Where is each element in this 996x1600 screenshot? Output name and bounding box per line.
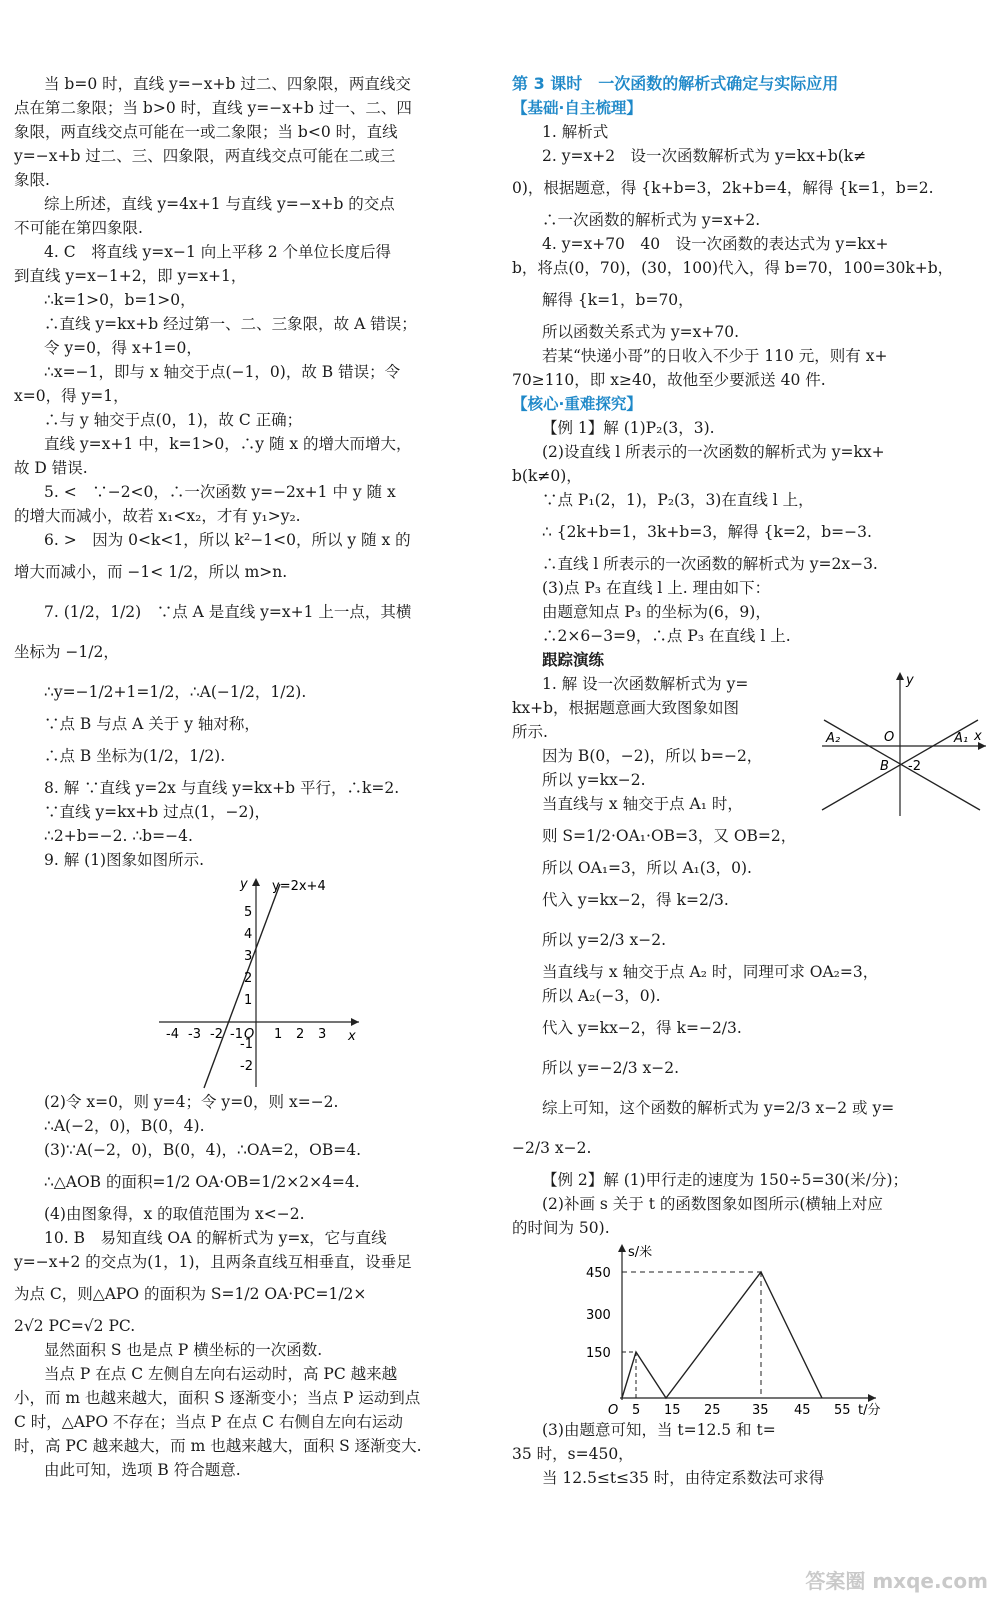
text-line: (2)令 x=0，则 y=4；令 y=0，则 x=−2. [44,1093,339,1111]
x-tick: 45 [794,1403,811,1418]
text-line: 70≥110，即 x≥40，故他至少要派送 40 件. [512,371,826,389]
text-line: (3)∵A(−2，0)，B(0，4)，∴OA=2，OB=4. [44,1141,362,1159]
text-line: (2)设直线 l 所表示的一次函数的解析式为 y=kx+ [542,443,885,461]
text-line: 综上可知，这个函数的解析式为 y=2/3 x−2 或 y= [542,1099,895,1117]
x-tick: -1 [230,1027,243,1042]
text-line: ∴与 y 轴交于点(0，1)，故 C 正确； [44,411,303,429]
x-tick: -3 [188,1027,201,1042]
text-line: 2. y=x+2 设一次函数解析式为 y=kx+b(k≠ [542,147,867,165]
axis-label-t: t/分 [858,1403,881,1418]
right-column [512,72,988,1490]
x-tick: 35 [752,1403,769,1418]
x-tick: -2 [210,1027,223,1042]
origin-label: O [244,1027,255,1042]
watermark: 答案圈 mxqe.com [805,1569,988,1593]
text-line: C 时，△APO 不存在；当点 P 在点 C 右侧自左向右运动 [14,1413,403,1431]
text-line: 不可能在第四象限. [14,219,143,237]
text-line: 5. < ∵−2<0，∴一次函数 y=−2x+1 中 y 随 x [44,483,396,501]
y-tick: 2 [244,971,253,986]
text-line: 增大而减小，而 −1< 1/2，所以 m>n. [14,563,288,581]
two-lines-sketch [818,670,988,820]
text-line: 6. > 因为 0<k<1，所以 k²−1<0，所以 y 随 x 的 [44,531,411,549]
text-line: 因为 B(0，−2)，所以 b=−2， [542,747,763,765]
text-line: 所示. [512,723,548,741]
text-line: ∴k=1>0，b=1>0， [44,291,196,309]
x-tick: 15 [664,1403,681,1418]
left-column [14,72,492,1482]
text-line: ∴点 B 坐标为(1/2，1/2). [44,747,226,765]
text-line: 2√2 PC=√2 PC. [14,1317,136,1335]
sketch-label: y [906,673,914,688]
sketch-label: -2 [908,759,921,774]
text-line: 所以 y=2/3 x−2. [542,931,667,949]
text-line: ∴y=−1/2+1=1/2，∴A(−1/2，1/2). [44,683,307,701]
text-line: y=−x+b 过二、三、四象限，两直线交点可能在二或三 [14,147,396,165]
x-tick: 1 [274,1027,283,1042]
x-tick: 5 [632,1403,641,1418]
text-line: 10. B 易知直线 OA 的解析式为 y=x，它与直线 [44,1229,387,1247]
text-line: 【例 1】解 (1)P₂(3，3). [542,419,715,437]
sketch-label: B [880,759,889,774]
function-label: y=2x+4 [272,879,326,894]
origin-label: O [608,1403,619,1418]
x-tick: 2 [296,1027,305,1042]
text-line: ∵直线 y=kx+b 过点(1，−2)， [44,803,270,821]
text-line: 当 b=0 时，直线 y=−x+b 过二、四象限，两直线交 [44,75,411,93]
text-line: 7. (1/2，1/2) ∵点 A 是直线 y=x+1 上一点，其横 [44,603,412,621]
text-line: 为点 C，则△APO 的面积为 S=1/2 OA·PC=1/2× [14,1285,367,1303]
text-line: ∴2×6−3=9，∴点 P₃ 在直线 l 上. [542,627,791,645]
text-line: 的增大而减小，故若 x₁<x₂，才有 y₁>y₂. [14,507,301,525]
text-line: 由题意知点 P₃ 的坐标为(6，9)， [542,603,771,621]
text-line: 当直线与 x 轴交于点 A₁ 时， [542,795,743,813]
y-tick: 300 [586,1308,611,1323]
section-subheading: 跟踪演练 [542,651,605,669]
text-line: 35 时，s=450， [512,1445,634,1463]
y-tick: 150 [586,1346,611,1361]
y-tick: -1 [240,1037,253,1052]
x-tick: 3 [318,1027,327,1042]
text-line: ∴直线 l 所表示的一次函数的解析式为 y=2x−3. [542,555,878,573]
text-line: 到直线 y=x−1+2，即 y=x+1， [14,267,247,285]
text-line: 9. 解 (1)图象如图所示. [44,851,205,869]
text-line: 故 D 错误. [14,459,88,477]
text-line: ∴△AOB 的面积=1/2 OA·OB=1/2×2×4=4. [44,1173,360,1191]
text-line: 令 y=0，得 x+1=0， [44,339,202,357]
text-line: b(k≠0)， [512,467,582,485]
text-line: 象限，两直线交点可能在一或二象限；当 b<0 时，直线 [14,123,398,141]
text-line: ∴A(−2，0)，B(0，4). [44,1117,205,1135]
text-line: 当直线与 x 轴交于点 A₂ 时，同理可求 OA₂=3， [542,963,879,981]
text-line: ∴x=−1，即与 x 轴交于点(−1，0)，故 B 错误；令 [44,363,401,381]
sketch-label: A₂ [826,731,841,746]
y-tick: -2 [240,1059,253,1074]
text-line: ∴一次函数的解析式为 y=x+2. [542,211,761,229]
text-line: 【例 2】解 (1)甲行走的速度为 150÷5=30(米/分)； [542,1171,909,1189]
text-line: y=−x+2 的交点为(1，1)，且两条直线互相垂直，设垂足 [14,1253,412,1271]
text-line: 坐标为 −1/2， [14,643,119,661]
text-line: 直线 y=x+1 中，k=1>0，∴y 随 x 的增大而增大， [44,435,412,453]
text-line: ∵点 P₁(2，1)，P₂(3，3)在直线 l 上， [542,491,814,509]
text-line: 的时间为 50). [512,1219,610,1237]
sketch-label: A₁ [954,731,969,746]
x-tick: -4 [166,1027,179,1042]
text-line: ∴直线 y=kx+b 经过第一、二、三象限，故 A 错误； [44,315,417,333]
distance-time-graph [512,1240,988,1418]
text-line: 所以 y=kx−2. [542,771,646,789]
text-line: (2)补画 s 关于 t 的函数图象如图所示(横轴上对应 [542,1195,883,1213]
text-line: 点在第二象限；当 b>0 时，直线 y=−x+b 过一、二、四 [14,99,412,117]
y-tick: 3 [244,949,253,964]
text-line: x=0，得 y=1， [14,387,129,405]
text-line: 4. C 将直线 y=x−1 向上平移 2 个单位长度后得 [44,243,391,261]
sketch-label: x [974,729,982,744]
x-tick: 25 [704,1403,721,1418]
text-line: 代入 y=kx−2，得 k=2/3. [542,891,729,909]
text-line: ∵点 B 与点 A 关于 y 轴对称， [44,715,260,733]
text-line: 象限. [14,171,50,189]
text-line: 所以 A₂(−3，0). [542,987,661,1005]
text-line: 所以 y=−2/3 x−2. [542,1059,680,1077]
text-line: (3)点 P₃ 在直线 l 上. 理由如下： [542,579,771,597]
text-line: −2/3 x−2. [512,1139,592,1157]
y-tick: 450 [586,1266,611,1281]
y-tick: 4 [244,927,253,942]
text-line: b，将点(0，70)，(30，100)代入，得 b=70，100=30k+b， [512,259,954,277]
section-heading: 【基础·自主梳理】 [512,99,642,117]
y-tick: 1 [244,993,253,1008]
text-line: (4)由图象得，x 的取值范围为 x<−2. [44,1205,305,1223]
text-line: 所以函数关系式为 y=x+70. [542,323,740,341]
practice-block [512,672,988,816]
sketch-label: O [884,730,895,745]
axis-label-s: s/米 [628,1245,653,1260]
axis-label-y: y [240,877,248,892]
text-line: 显然面积 S 也是点 P 横坐标的一次函数. [44,1341,323,1359]
text-line: 1. 解析式 [542,123,609,141]
lesson-title: 第 3 课时 一次函数的解析式确定与实际应用 [512,74,839,93]
text-line: 若某“快递小哥”的日收入不少于 110 元，则有 x+ [542,347,888,365]
section-heading: 【核心·重难探究】 [512,395,642,413]
text-line: 8. 解 ∵直线 y=2x 与直线 y=kx+b 平行，∴k=2. [44,779,400,797]
x-tick: 55 [834,1403,851,1418]
y-tick: 5 [244,905,253,920]
text-line: ∴2+b=−2. ∴b=−4. [44,827,193,845]
text-line: 1. 解 设一次函数解析式为 y= [542,675,749,693]
text-line: 所以 OA₁=3，所以 A₁(3，0). [542,859,752,877]
text-line: 小，而 m 也越来越大，面积 S 逐渐变小；当点 P 运动到点 [14,1389,421,1407]
text-line: 由此可知，选项 B 符合题意. [44,1461,241,1479]
axis-label-x: x [348,1029,356,1044]
text-line: 4. y=x+70 40 设一次函数的表达式为 y=kx+ [542,235,889,253]
linear-function-graph [14,872,492,1090]
text-line: 代入 y=kx−2，得 k=−2/3. [542,1019,742,1037]
text-line: 解得 {k=1，b=70， [542,291,694,309]
text-line: 综上所述，直线 y=4x+1 与直线 y=−x+b 的交点 [44,195,395,213]
text-line: (3)由题意可知，当 t=12.5 和 t= [542,1421,776,1439]
text-line: 则 S=1/2·OA₁·OB=3，又 OB=2， [542,827,797,845]
text-line: ∴ {2k+b=1，3k+b=3，解得 {k=2，b=−3. [542,523,872,541]
text-line: 当 12.5≤t≤35 时，由待定系数法可求得 [542,1469,825,1487]
text-line: kx+b，根据题意画大致图象如图 [512,699,740,717]
text-line: 当点 P 在点 C 左侧自左向右运动时，高 PC 越来越 [44,1365,398,1383]
text-line: 时，高 PC 越来越大，而 m 也越来越大，面积 S 逐渐变大. [14,1437,422,1455]
text-line: 0)，根据题意，得 {k+b=3，2k+b=4，解得 {k=1，b=2. [512,179,934,197]
